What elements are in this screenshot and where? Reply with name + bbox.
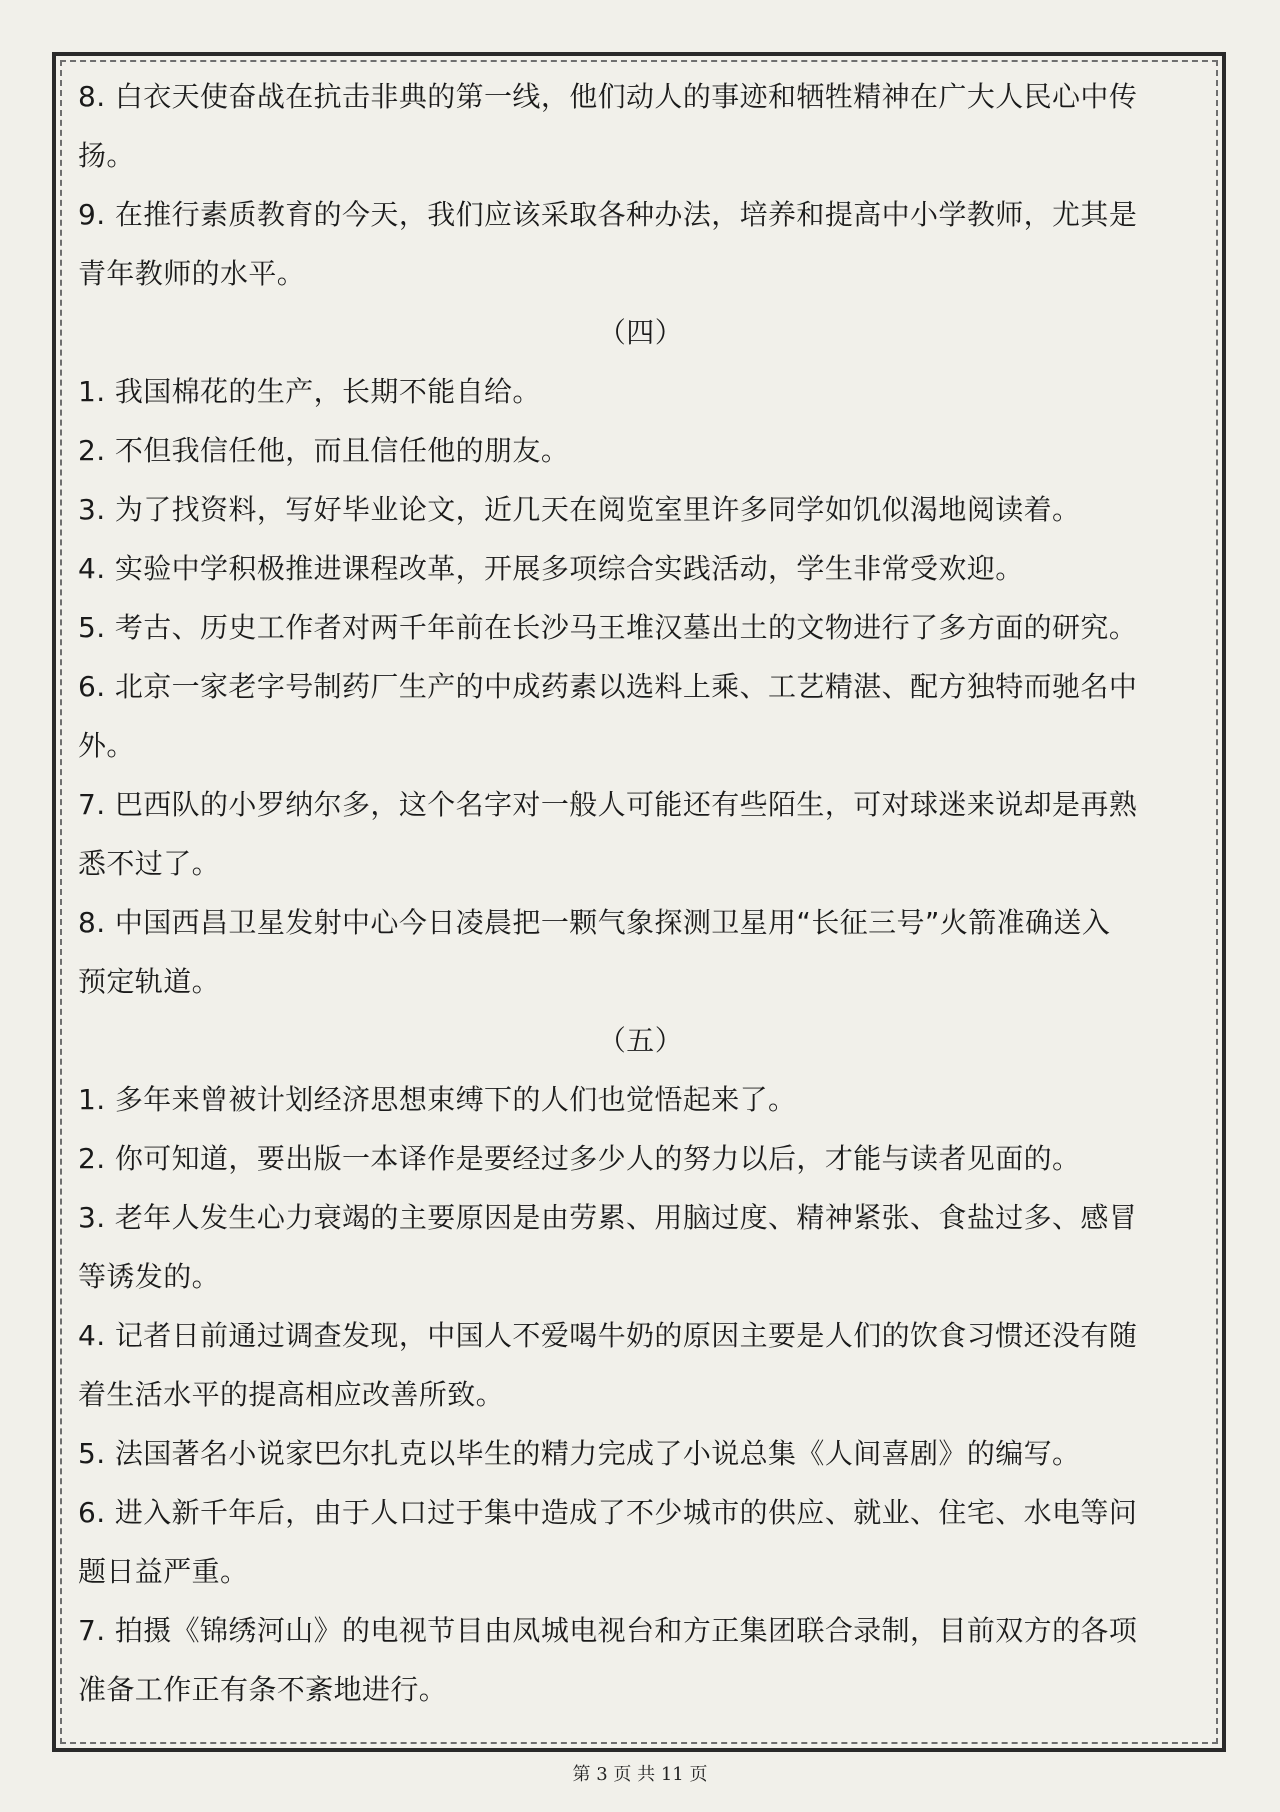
text-line: 5. 法国著名小说家巴尔扎克以毕生的精力完成了小说总集《人间喜剧》的编写。 bbox=[78, 1437, 1081, 1470]
document-body bbox=[78, 67, 1203, 1719]
text-line: 6. 北京一家老字号制药厂生产的中成药素以选料上乘、工艺精湛、配方独特而驰名中 bbox=[78, 670, 1138, 703]
text-line: 6. 进入新千年后，由于人口过于集中造成了不少城市的供应、就业、住宅、水电等问 bbox=[78, 1496, 1138, 1529]
text-line: 3. 老年人发生心力衰竭的主要原因是由劳累、用脑过度、精神紧张、食盐过多、感冒 bbox=[78, 1201, 1138, 1234]
text-line: 预定轨道。 bbox=[78, 965, 221, 998]
text-line: 准备工作正有条不紊地进行。 bbox=[78, 1673, 448, 1706]
section-heading: （五） bbox=[597, 1024, 684, 1057]
text-line: 9. 在推行素质教育的今天，我们应该采取各种办法，培养和提高中小学教师，尤其是 bbox=[78, 198, 1138, 231]
text-line: 4. 实验中学积极推进课程改革，开展多项综合实践活动，学生非常受欢迎。 bbox=[78, 552, 1024, 585]
text-line: 题日益严重。 bbox=[78, 1555, 249, 1588]
text-line: 1. 我国棉花的生产，长期不能自给。 bbox=[78, 375, 541, 408]
section-heading: （四） bbox=[597, 316, 684, 349]
text-line: 1. 多年来曾被计划经济思想束缚下的人们也觉悟起来了。 bbox=[78, 1083, 797, 1116]
text-line: 3. 为了找资料，写好毕业论文，近几天在阅览室里许多同学如饥似渴地阅读着。 bbox=[78, 493, 1081, 526]
text-line: 2. 你可知道，要出版一本译作是要经过多少人的努力以后，才能与读者见面的。 bbox=[78, 1142, 1081, 1175]
text-line: 5. 考古、历史工作者对两千年前在长沙马王堆汉墓出土的文物进行了多方面的研究。 bbox=[78, 611, 1138, 644]
text-line: 扬。 bbox=[78, 139, 135, 172]
text-line: 4. 记者日前通过调查发现，中国人不爱喝牛奶的原因主要是人们的饮食习惯还没有随 bbox=[78, 1319, 1138, 1352]
text-line: 8. 中国西昌卫星发射中心今日凌晨把一颗气象探测卫星用“长征三号”火箭准确送入 bbox=[78, 906, 1111, 939]
text-line: 2. 不但我信任他，而且信任他的朋友。 bbox=[78, 434, 570, 467]
text-line: 青年教师的水平。 bbox=[78, 257, 306, 290]
text-line: 外。 bbox=[78, 729, 135, 762]
text-line: 悉不过了。 bbox=[78, 847, 221, 880]
text-line: 7. 巴西队的小罗纳尔多，这个名字对一般人可能还有些陌生，可对球迷来说却是再熟 bbox=[78, 788, 1138, 821]
text-line: 着生活水平的提高相应改善所致。 bbox=[78, 1378, 505, 1411]
text-line: 8. 白衣天使奋战在抗击非典的第一线，他们动人的事迹和牺牲精神在广大人民心中传 bbox=[78, 80, 1138, 113]
page-footer: 第 3 页 共 11 页 bbox=[572, 1764, 708, 1785]
text-line: 7. 拍摄《锦绣河山》的电视节目由凤城电视台和方正集团联合录制，目前双方的各项 bbox=[78, 1614, 1138, 1647]
text-line: 等诱发的。 bbox=[78, 1260, 221, 1293]
